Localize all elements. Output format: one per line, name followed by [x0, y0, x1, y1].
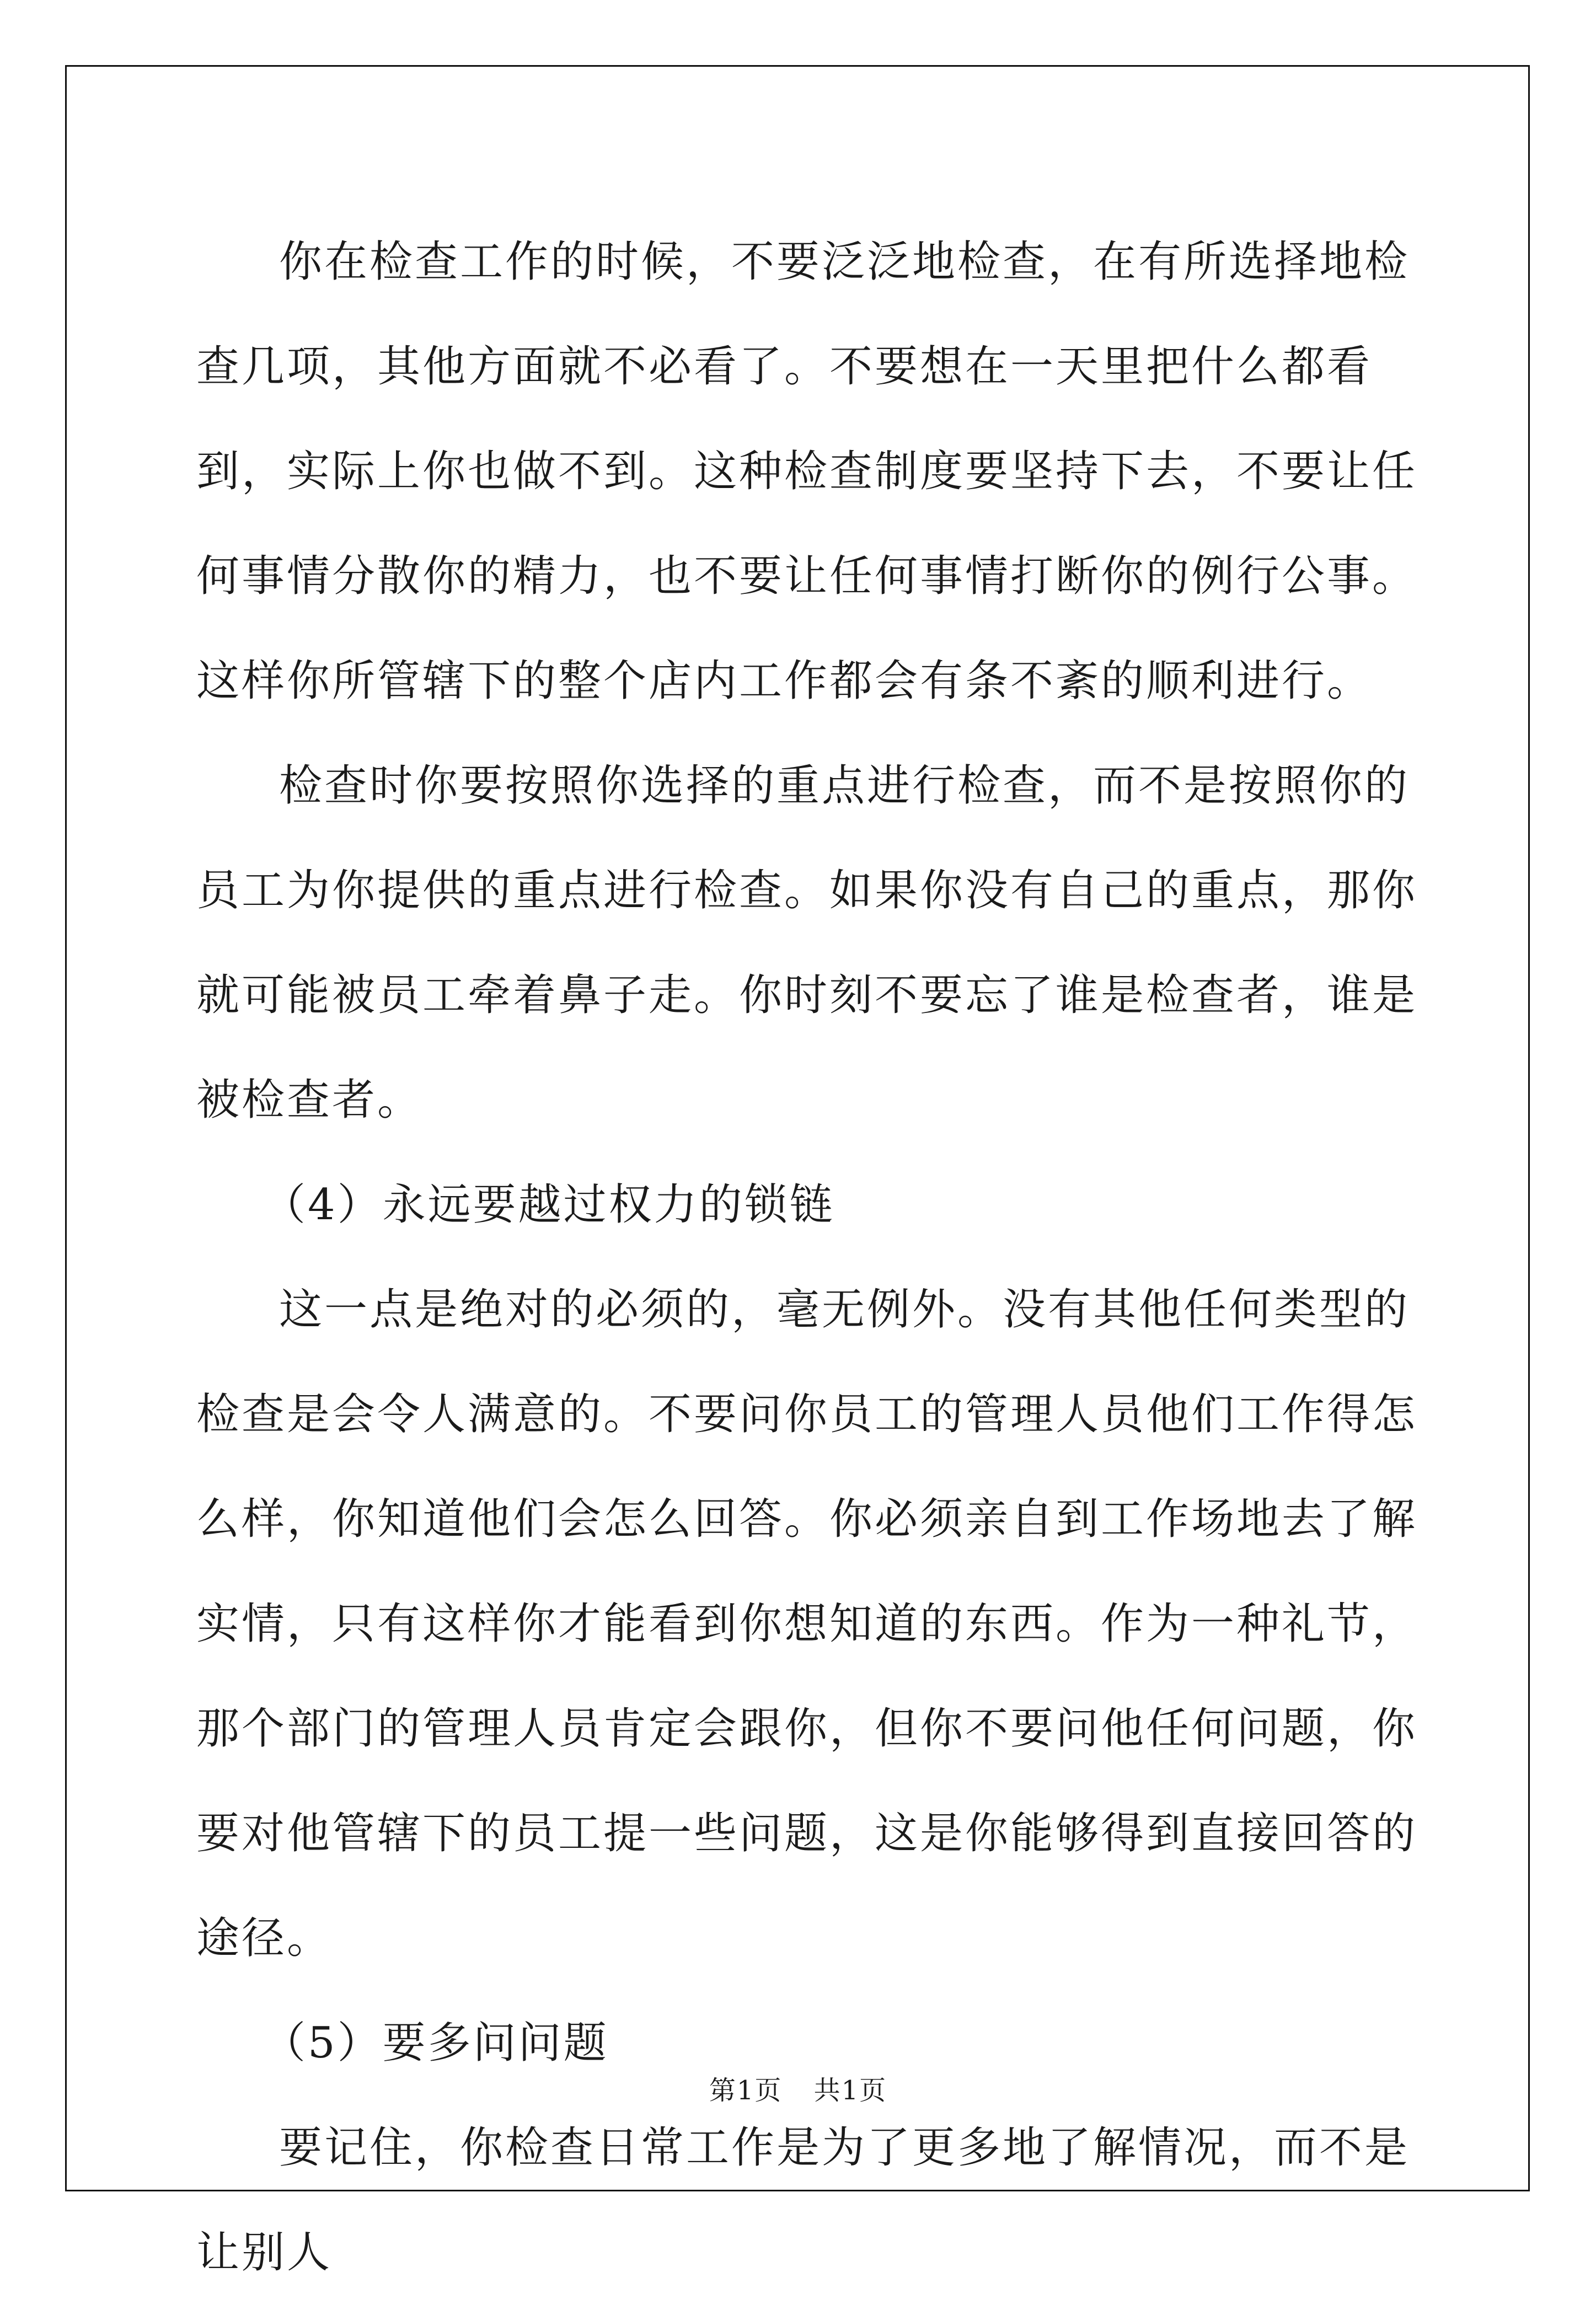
document-body	[196, 210, 1421, 2305]
page-number: 第1页	[709, 2075, 783, 2106]
paragraph: 这一点是绝对的必须的，毫无例外。没有其他任何类型的检查是会令人满意的。不要问你员工的管理人员他们工作得怎么样，你知道他们会怎么回答。你必须亲自到工作场地去了解实情，只有这样你才能看到你想知道的东西。作为一种礼节，那个部门的管理人员肯定会跟你，但你不要问他任何问题，你要对他管辖下的员工提一些问题，这是你能够得到直接回答的途径。	[196, 1285, 1418, 1963]
page-total: 共1页	[813, 2075, 887, 2106]
section-heading: （5）要多问问题	[263, 2018, 609, 2068]
page-footer	[0, 2069, 1596, 2107]
paragraph: 你在检查工作的时候，不要泛泛地检查，在有所选择地检查几项，其他方面就不必看了。不要想在一天里把什么都看到，实际上你也做不到。这种检查制度要坚持下去，不要让任何事情分散你的精力，也不要让任何事情打断你的例行公事。这样你所管辖下的整个店内工作都会有条不紊的顺利进行。	[196, 237, 1418, 706]
paragraph: 要记住，你检查日常工作是为了更多地了解情况，而不是让别人	[196, 2123, 1410, 2277]
paragraph: 检查时你要按照你选择的重点进行检查，而不是按照你的员工为你提供的重点进行检查。如果你没有自己的重点，那你就可能被员工牵着鼻子走。你时刻不要忘了谁是检查者，谁是被检查者。	[196, 761, 1418, 1125]
section-heading: （4）永远要越过权力的锁链	[263, 1180, 835, 1230]
